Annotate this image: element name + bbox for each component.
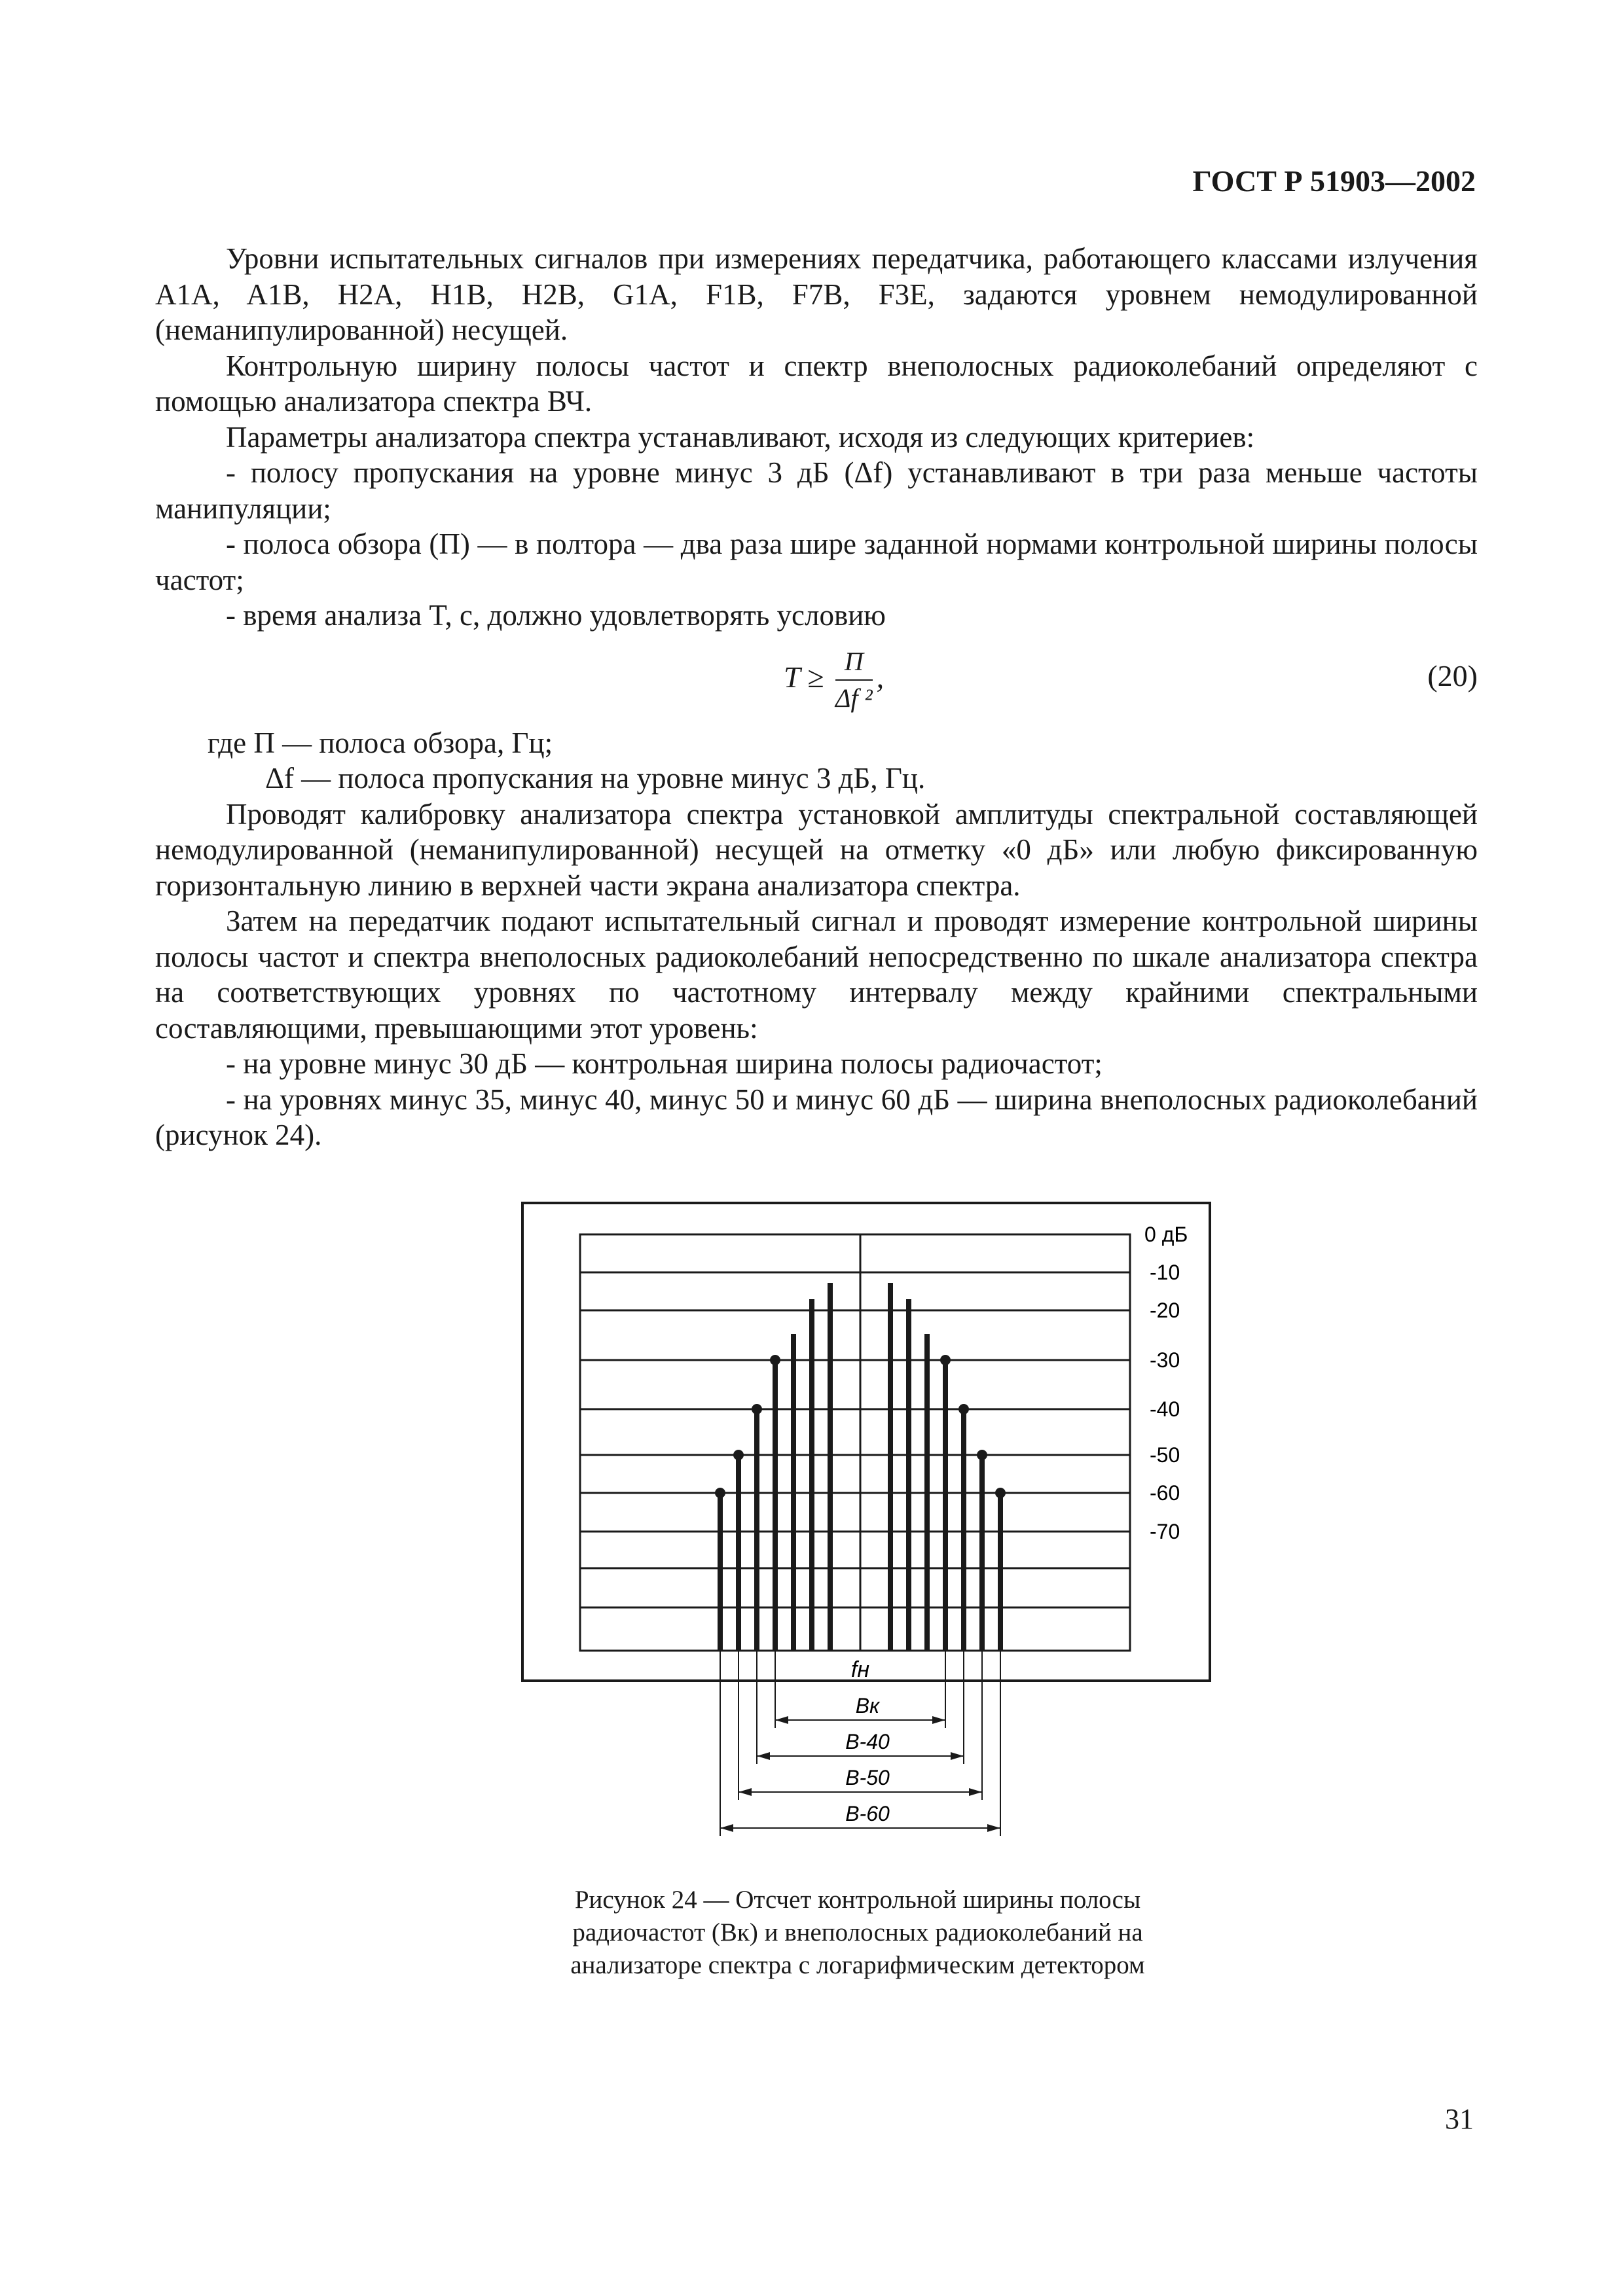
spectral-peak-dot xyxy=(752,1404,762,1414)
paragraph: - полоса обзора (П) — в полтора — два раза шире заданной нормами контрольной ширины полосы частот; xyxy=(155,528,1478,596)
analyzer-screen-frame xyxy=(522,1203,1210,1681)
where-line: где П — полоса обзора, Гц; xyxy=(208,726,553,759)
level-labels xyxy=(1144,1223,1188,1543)
where-line: Δf — полоса пропускания на уровне минус 3 дБ, Гц. xyxy=(265,762,926,795)
paragraph: Уровни испытательных сигналов при измерениях передатчика, работающего классами излучения A1A, A1B, H2A, H1B, H2B, G1A, F1B, F7B, F3E, задаются уровнем немодулированной (неманипулированной) несущей. xyxy=(155,242,1478,346)
formula-numerator: П xyxy=(835,644,873,681)
arrow-head xyxy=(932,1716,945,1724)
spectrum-figure xyxy=(517,1198,1224,1865)
spectral-peak-dot xyxy=(770,1355,780,1365)
level-label-20: -20 xyxy=(1150,1299,1180,1322)
arrow-head xyxy=(757,1752,770,1760)
bandwidth-label-b40: B-40 xyxy=(845,1730,890,1753)
formula-fraction xyxy=(835,644,873,717)
formula-number: (20) xyxy=(1427,658,1478,692)
level-label-60: -60 xyxy=(1150,1481,1180,1505)
spectral-peak-dot xyxy=(715,1488,725,1498)
arrow-head xyxy=(987,1824,1000,1832)
formula-lhs: T ≥ xyxy=(784,660,824,694)
level-label-40: -40 xyxy=(1150,1397,1180,1421)
spectral-peak-dot xyxy=(733,1450,744,1460)
arrow-head xyxy=(720,1824,733,1832)
arrow-head xyxy=(775,1716,788,1724)
page-number: 31 xyxy=(1445,2103,1474,2135)
formula-20 xyxy=(155,634,1478,725)
grid-lines xyxy=(580,1234,1130,1651)
paragraph: - на уровне минус 30 дБ — контрольная ширина полосы радиочастот; xyxy=(226,1047,1103,1080)
body-text xyxy=(155,241,1478,1153)
spectral-peak-dot xyxy=(958,1404,969,1414)
level-label-70: -70 xyxy=(1150,1520,1180,1543)
analyzer-grid xyxy=(580,1234,1130,1651)
arrow-head xyxy=(739,1788,752,1796)
formula-body xyxy=(784,644,884,717)
bandwidth-label-b60: B-60 xyxy=(845,1802,890,1825)
arrow-head xyxy=(951,1752,964,1760)
formula-tail: , xyxy=(876,660,884,694)
bandwidth-labels xyxy=(845,1694,890,1825)
paragraph: Контрольную ширину полосы частот и спектр внеполосных радиоколебаний определяют с помощью анализатора спектра ВЧ. xyxy=(155,349,1478,418)
arrow-head xyxy=(969,1788,982,1796)
level-label-30: -30 xyxy=(1150,1348,1180,1372)
spectral-peak-dot xyxy=(977,1450,987,1460)
figure-caption: Рисунок 24 — Отсчет контрольной ширины полосы радиочастот (Bк) и внеполосных радиоколебаний на анализаторе спектра с логарифмическим детектором xyxy=(570,1886,1145,1979)
paragraph: Затем на передатчик подают испытательный сигнал и проводят измерение контрольной ширины полосы частот и спектра внеполосных радиоколебаний непосредственно по шкале анализатора спектра на соответствующих уровнях по частотному интервалу между крайними спектральными составляющими, превышающими этот уровень: xyxy=(155,905,1478,1045)
document-header: ГОСТ Р 51903—2002 xyxy=(1192,164,1476,198)
paragraph: Проводят калибровку анализатора спектра установкой амплитуды спектральной составляющей немодулированной (неманипулированной) несущей на отметку «0 дБ» или любую фиксированную горизонтальную линию в верхней части экрана анализатора спектра. xyxy=(155,797,1478,902)
paragraph: - полосу пропускания на уровне минус 3 дБ (Δf) устанавливают в три раза меньше частоты манипуляции; xyxy=(155,456,1478,525)
spectral-peak-dot xyxy=(995,1488,1006,1498)
paragraph: Параметры анализатора спектра устанавливают, исходя из следующих критериев: xyxy=(226,420,1255,454)
level-label-0: 0 дБ xyxy=(1144,1223,1188,1246)
bandwidth-label-b50: B-50 xyxy=(845,1766,890,1789)
level-label-10: -10 xyxy=(1150,1261,1180,1284)
spectral-peak-dot xyxy=(940,1355,951,1365)
bandwidth-label-bk: Bк xyxy=(855,1694,880,1717)
level-label-50: -50 xyxy=(1150,1443,1180,1467)
paragraph: - на уровнях минус 35, минус 40, минус 50 и минус 60 дБ — ширина внеполосных радиоколебаний (рисунок 24). xyxy=(155,1083,1478,1151)
formula-denominator: Δf ² xyxy=(835,683,873,713)
paragraph: - время анализа T, с, должно удовлетворять условию xyxy=(226,599,886,632)
center-frequency-label: fн xyxy=(850,1657,870,1682)
